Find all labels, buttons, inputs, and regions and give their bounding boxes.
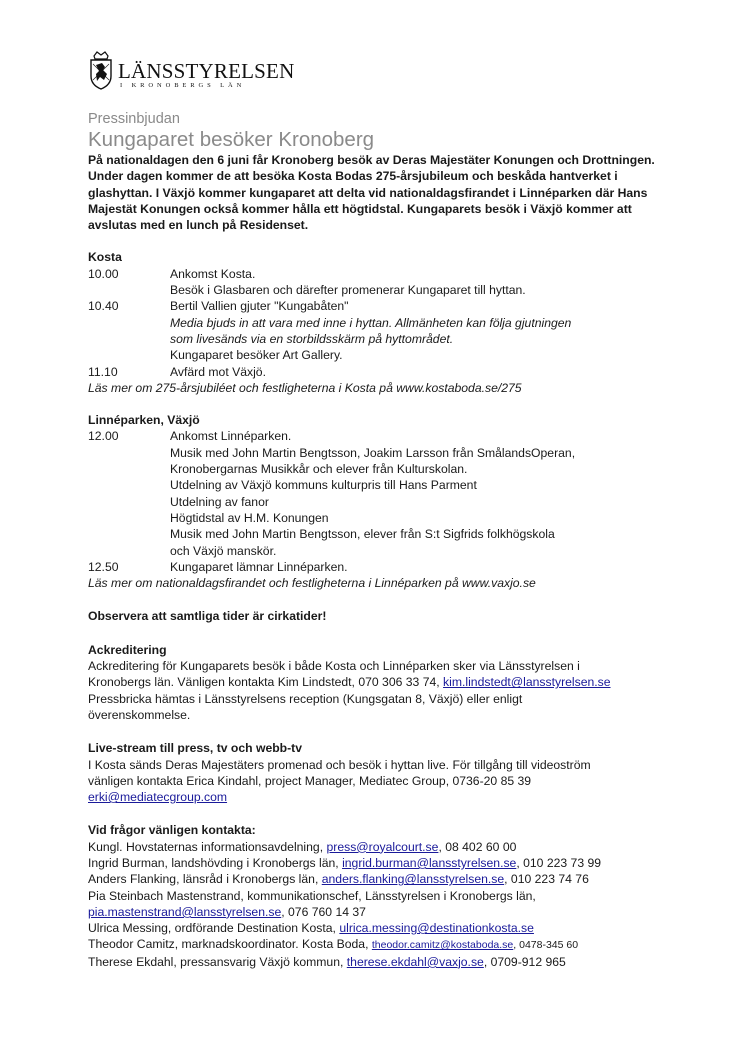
schedule-line: Högtidstal av H.M. Konungen xyxy=(170,510,329,525)
contact-line: Pia Steinbach Mastenstrand, kommunikationschef, Länsstyrelsen i Kronobergs län, xyxy=(88,888,536,903)
contact-line: pia.mastenstrand@lansstyrelsen.se, 076 760 14 37 xyxy=(88,904,366,919)
contact-line: Ulrica Messing, ordförande Destination Kosta, ulrica.messing@destinationkosta.se xyxy=(88,921,534,936)
read-more: Läs mer om nationaldagsfirandet och festligheterna i Linnéparken på www.vaxjo.se xyxy=(88,576,536,591)
text-line: Ackreditering för Kungaparets besök i både Kosta och Linnéparken sker via Länsstyrelsen i xyxy=(88,659,580,674)
section-ackreditering xyxy=(88,642,668,723)
schedule-row xyxy=(88,298,668,363)
read-more: Läs mer om 275-årsjubiléet och festligheterna i Kosta på www.kostaboda.se/275 xyxy=(88,380,522,395)
schedule-line: och Växjö manskör. xyxy=(170,543,277,558)
text-line: överenskommelse. xyxy=(88,707,191,722)
kicker: Pressinbjudan xyxy=(88,111,180,127)
schedule-line: Utdelning av Växjö kommuns kulturpris till Hans Parment xyxy=(170,478,477,493)
schedule-line: Ankomst Linnéparken. xyxy=(170,429,292,444)
schedule-line: Kungaparet besöker Art Gallery. xyxy=(170,348,343,363)
schedule-line: Kungaparet lämnar Linnéparken. xyxy=(170,559,348,574)
email-link[interactable]: therese.ekdahl@vaxjo.se xyxy=(346,954,484,969)
email-link[interactable]: ingrid.burman@lansstyrelsen.se xyxy=(342,855,517,870)
email-link[interactable]: ulrica.messing@destinationkosta.se xyxy=(339,921,534,936)
email-link[interactable]: erki@mediatecgroup.com xyxy=(88,790,228,805)
schedule-line: Kronobergarnas Musikkår och elever från Kulturskolan. xyxy=(170,462,468,477)
section-linneparken xyxy=(88,412,668,591)
text-line: I Kosta sänds Deras Majestäters promenad och besök i hyttan live. För tillgång till videoström xyxy=(88,757,591,772)
contact-line: Anders Flanking, länsråd i Kronobergs län, anders.flanking@lansstyrelsen.se, 010 223 74 76 xyxy=(88,872,589,887)
time: 12.00 xyxy=(88,429,119,444)
section-live-stream xyxy=(88,740,668,805)
contact-line: Kungl. Hovstaternas informationsavdelning, press@royalcourt.se, 08 402 60 00 xyxy=(88,839,517,854)
notice: Observera att samtliga tider är cirkatider! xyxy=(88,609,327,624)
time: 11.10 xyxy=(88,364,118,379)
section-heading: Kosta xyxy=(88,250,122,265)
time: 10.00 xyxy=(88,266,119,281)
schedule-line: Utdelning av fanor xyxy=(170,494,269,509)
lead-paragraph: På nationaldagen den 6 juni får Kronoberg besök av Deras Majestäter Konungen och Drottningen. Under dagen kommer de att besöka Kosta Bodas 275-årsjubileum och beskåda hantverket i glashyttan. I Växjö kommer kungaparet att delta vid nationaldagsfirandet i Linnéparken där Hans Majestät Konungen också kommer hålla ett högtidstal. Kungaparets besök i Växjö kommer att avslutas med en lunch på Residenset. xyxy=(88,153,655,233)
schedule-line: Bertil Vallien gjuter "Kungabåten" xyxy=(170,299,349,314)
schedule-line: Avfärd mot Växjö. xyxy=(170,364,266,379)
contact-line: Theodor Camitz, marknadskoordinator. Kosta Boda, theodor.camitz@kostaboda.se, 0478-345 60 xyxy=(88,937,579,952)
time: 10.40 xyxy=(88,299,119,314)
schedule-line: Musik med John Martin Bengtsson, elever från S:t Sigfrids folkhögskola xyxy=(170,527,555,542)
section-heading: Live-stream till press, tv och webb-tv xyxy=(88,741,303,756)
schedule-line: Media bjuds in att vara med inne i hyttan. Allmänheten kan följa gjutningen xyxy=(170,315,572,330)
schedule-row xyxy=(88,266,668,299)
text-line: Kronobergs län. Vänligen kontakta Kim Lindstedt, 070 306 33 74, kim.lindstedt@lansstyrelsen.se xyxy=(88,675,611,690)
logo-subtitle: I KRONOBERGS LÄN xyxy=(120,82,246,89)
email-link[interactable]: pia.mastenstrand@lansstyrelsen.se xyxy=(88,904,282,919)
schedule-line: Musik med John Martin Bengtsson, Joakim Larsson från SmålandsOperan, xyxy=(170,445,576,460)
schedule-kosta xyxy=(88,266,668,380)
contact-line: Therese Ekdahl, pressansvarig Växjö kommun, therese.ekdahl@vaxjo.se, 0709-912 965 xyxy=(88,954,566,969)
email-link[interactable]: theodor.camitz@kostaboda.se xyxy=(371,939,514,952)
section-contacts xyxy=(88,822,668,970)
text-line: vänligen kontakta Erica Kindahl, project Manager, Mediatec Group, 0736-20 85 39 xyxy=(88,773,532,788)
schedule-row xyxy=(88,428,668,558)
schedule-line: Ankomst Kosta. xyxy=(170,266,256,281)
section-heading: Vid frågor vänligen kontakta: xyxy=(88,823,256,838)
email-link[interactable]: press@royalcourt.se xyxy=(326,839,439,854)
contact-line: Ingrid Burman, landshövding i Kronobergs län, ingrid.burman@lansstyrelsen.se, 010 223 73 99 xyxy=(88,855,602,870)
schedule-line: som livesänds via en storbildsskärm på hyttområdet. xyxy=(170,331,454,346)
schedule-row xyxy=(88,559,668,575)
crest-lion-icon xyxy=(88,50,114,90)
email-link[interactable]: kim.lindstedt@lansstyrelsen.se xyxy=(443,675,611,690)
text-line: Pressbricka hämtas i Länsstyrelsens reception (Kungsgatan 8, Växjö) eller enligt xyxy=(88,691,523,706)
press-release xyxy=(88,42,668,970)
section-heading: Ackreditering xyxy=(88,642,167,657)
schedule-row xyxy=(88,364,668,380)
email-link[interactable]: anders.flanking@lansstyrelsen.se xyxy=(321,872,505,887)
logo-name: LÄNSSTYRELSEN xyxy=(118,59,295,83)
logo xyxy=(88,42,668,90)
schedule-line: Besök i Glasbaren och därefter promenerar Kungaparet till hyttan. xyxy=(170,283,526,298)
section-heading: Linnéparken, Växjö xyxy=(88,413,200,428)
section-kosta xyxy=(88,249,668,396)
page-title: Kungaparet besöker Kronoberg xyxy=(88,128,375,151)
time: 12.50 xyxy=(88,559,119,574)
